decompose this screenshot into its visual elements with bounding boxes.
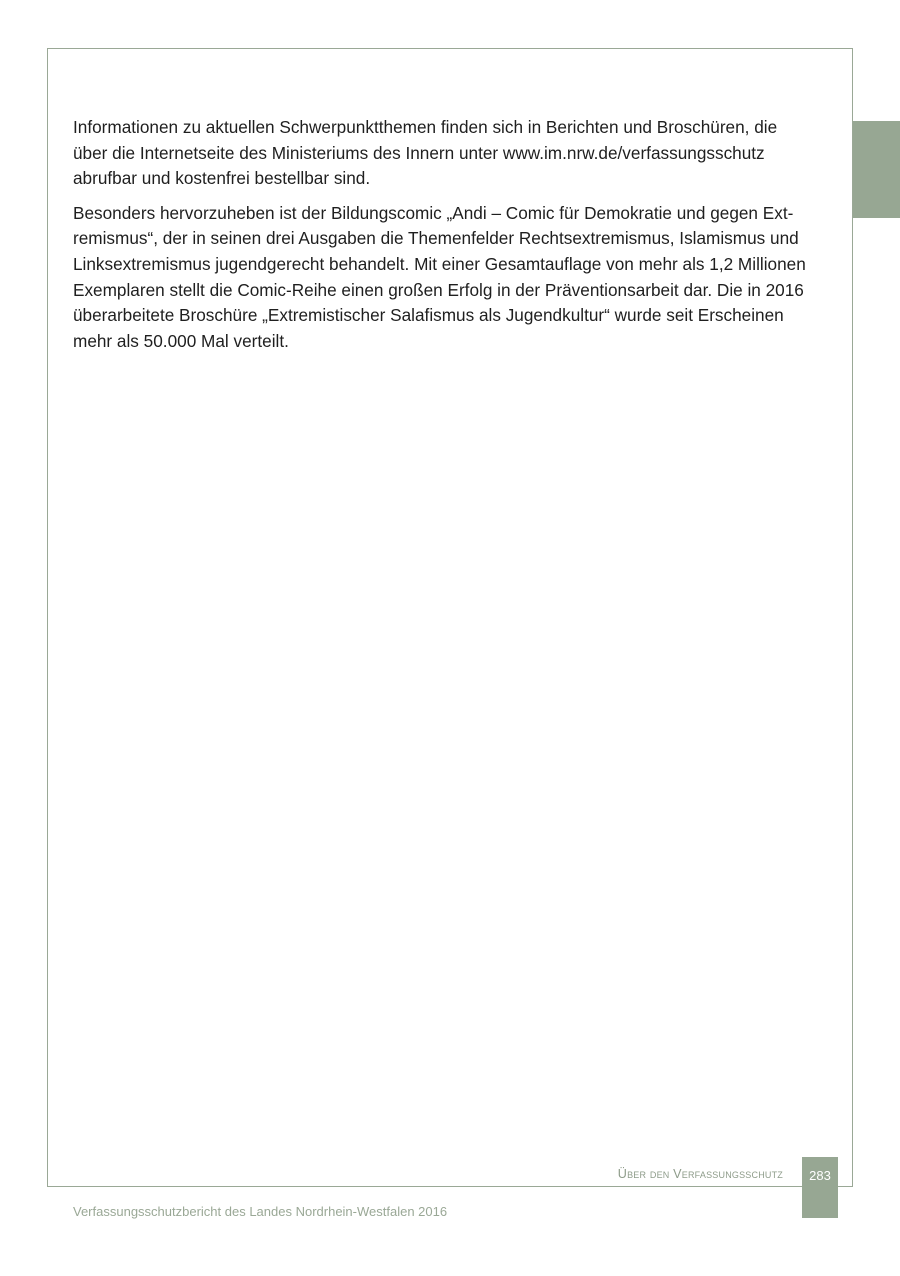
paragraph-information: Informationen zu aktuellen Schwerpunktthemen finden sich in Berichten und Broschüren, die über die Internetseite des Ministeriums des Innern unter www.im.nrw.de/verfassungsschutz abrufbar und kostenfrei bestellbar sind. xyxy=(73,117,778,189)
page-number xyxy=(802,1157,838,1218)
paragraph-comic: Besonders hervorzuheben ist der Bildungscomic „Andi – Comic für Demokratie und gegen Ext- remismus“, der in seinen drei Ausgaben die Themenfelder Rechtsextremismus, Islamismus und Linksextremismus jugendgerecht behandelt. Mit einer Gesamtauflage von mehr als 1,2 Millionen Exemplaren stellt die Comic-Reihe einen großen Erfolg in der Präventionsarbeit dar. Die in 2016 überarbeitete Broschüre „Extremistischer Salafismus als Jugendkultur“ wurde seit Erscheinen mehr als 50.000 Mal verteilt. xyxy=(73,202,806,351)
footer-report-title: Verfassungsschutzbericht des Landes Nordrhein-Westfalen 2016 xyxy=(73,1204,448,1219)
page-number-label: 283 xyxy=(809,1168,831,1183)
main-text xyxy=(73,115,813,363)
footer-section-title: Über den Verfassungsschutz xyxy=(617,1167,783,1181)
chapter-tab-marker xyxy=(853,121,900,218)
